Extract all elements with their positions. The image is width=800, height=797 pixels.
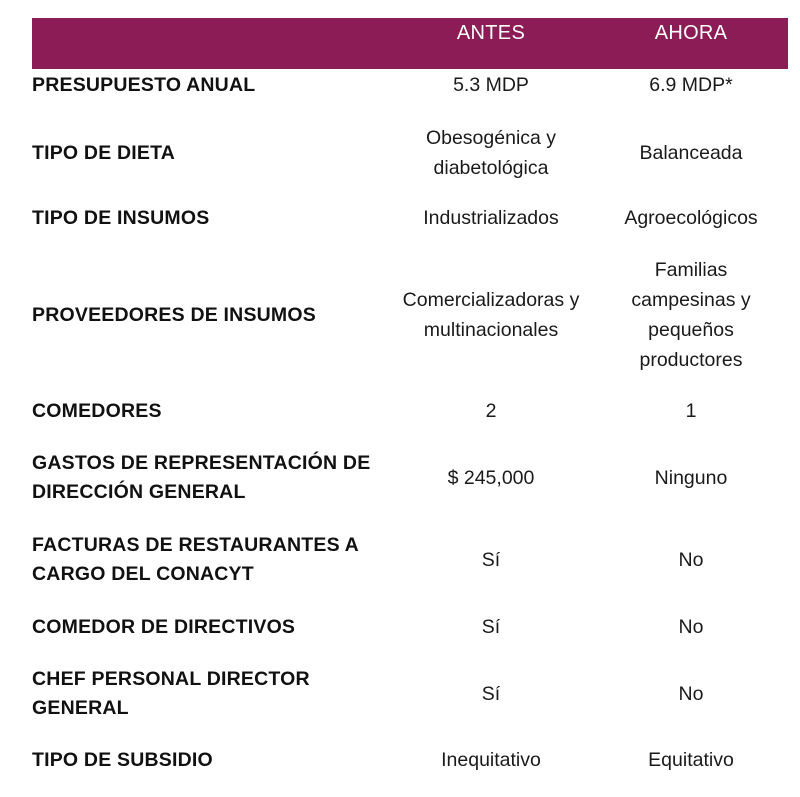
row-label: TIPO DE SUBSIDIO bbox=[32, 748, 213, 771]
value-ahora: No bbox=[678, 549, 704, 571]
column-header-antes: ANTES bbox=[456, 22, 526, 44]
table-row bbox=[32, 665, 788, 723]
row-label: GASTOS DE REPRESENTACIÓN DE DIRECCIÓN GENERAL bbox=[32, 452, 371, 503]
table-row bbox=[32, 233, 788, 397]
value-antes: Inequitativo bbox=[441, 749, 541, 771]
value-antes: Industrializados bbox=[423, 207, 559, 229]
table-row bbox=[32, 723, 788, 797]
value-antes: $ 245,000 bbox=[447, 467, 535, 489]
row-label: FACTURAS DE RESTAURANTES A CARGO DEL CONACYT bbox=[32, 534, 359, 585]
table-row bbox=[32, 531, 788, 589]
value-ahora: Ninguno bbox=[654, 467, 728, 489]
table-row bbox=[32, 67, 788, 103]
value-antes: 2 bbox=[485, 400, 497, 422]
row-label: COMEDOR DE DIRECTIVOS bbox=[32, 615, 296, 638]
row-label: TIPO DE INSUMOS bbox=[32, 206, 210, 229]
table-row bbox=[32, 397, 788, 425]
comparison-table bbox=[32, 18, 788, 797]
value-antes: Comercializadoras y multinacionales bbox=[402, 289, 580, 341]
row-label: TIPO DE DIETA bbox=[32, 141, 176, 164]
value-ahora: Agroecológicos bbox=[624, 207, 758, 229]
value-antes: Sí bbox=[481, 683, 501, 705]
value-antes: Obesogénica y diabetológica bbox=[425, 127, 557, 179]
row-label: CHEF PERSONAL DIRECTOR GENERAL bbox=[32, 668, 310, 719]
value-ahora: 6.9 MDP* bbox=[649, 74, 733, 96]
column-header-ahora: AHORA bbox=[654, 22, 728, 44]
table-row bbox=[32, 203, 788, 233]
value-antes: Sí bbox=[481, 549, 501, 571]
value-antes: Sí bbox=[481, 616, 501, 638]
row-label: PRESUPUESTO ANUAL bbox=[32, 73, 256, 96]
value-ahora: No bbox=[678, 616, 704, 638]
value-ahora: Equitativo bbox=[648, 749, 734, 771]
value-ahora: Familias campesinas y pequeños productores bbox=[631, 259, 751, 371]
value-ahora: No bbox=[678, 683, 704, 705]
value-ahora: 1 bbox=[685, 400, 697, 422]
value-antes: 5.3 MDP bbox=[453, 74, 529, 96]
table-header bbox=[32, 18, 788, 69]
table-row bbox=[32, 425, 788, 531]
table-row bbox=[32, 589, 788, 665]
row-label: COMEDORES bbox=[32, 399, 162, 422]
table-row bbox=[32, 103, 788, 203]
value-ahora: Balanceada bbox=[639, 142, 743, 164]
row-label: PROVEEDORES DE INSUMOS bbox=[32, 303, 316, 326]
